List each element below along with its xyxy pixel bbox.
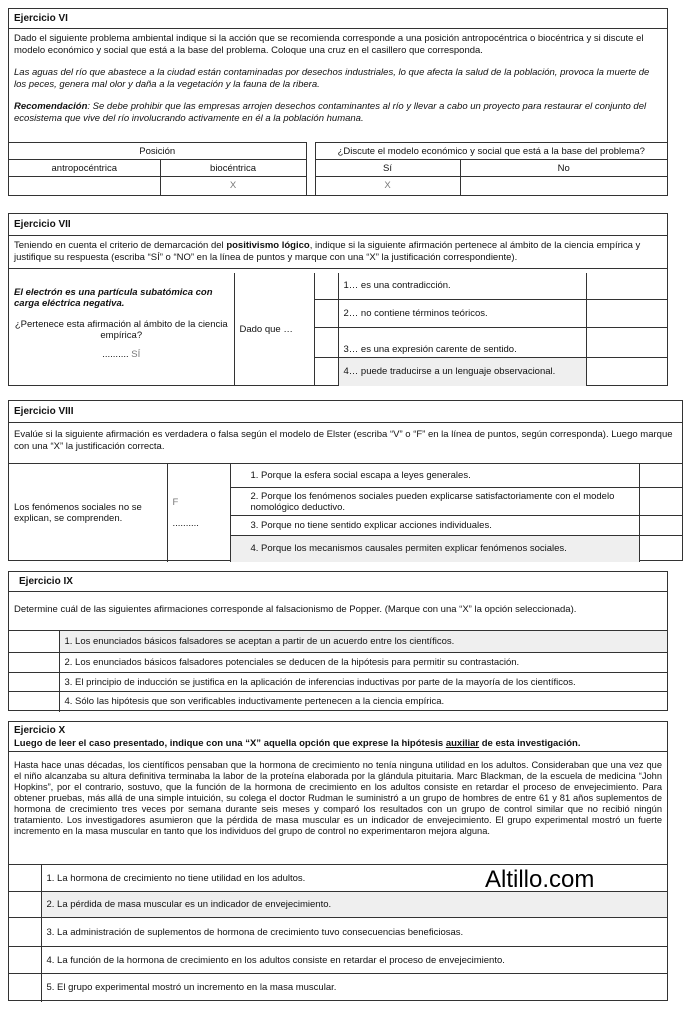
option-7-2-check[interactable] bbox=[314, 299, 338, 327]
option-7-3-check[interactable] bbox=[314, 327, 338, 357]
exercise-8-table bbox=[9, 463, 682, 560]
option-8-4: 4. Porque los mecanismos causales permiten explicar fenómenos sociales. bbox=[230, 536, 639, 562]
option-8-2-check[interactable] bbox=[639, 488, 682, 516]
option-10-3-check[interactable] bbox=[9, 918, 41, 947]
option-9-2: 2. Los enunciados básicos falsadores potenciales se deducen de la hipótesis para permitir su contrastación. bbox=[59, 653, 667, 673]
exercise-8-dots: .......... bbox=[172, 517, 199, 529]
option-8-1: 1. Porque la esfera social escapa a leyes generales. bbox=[230, 464, 639, 488]
option-10-2-check[interactable] bbox=[9, 892, 41, 918]
option-9-3: 3. El principio de inducción se justifica en la aplicación de inferencias inductivas por parte de la mayoría de los científicos. bbox=[59, 673, 667, 692]
option-8-3: 3. Porque no tiene sentido explicar acciones individuales. bbox=[230, 516, 639, 536]
option-10-4: 4. La función de la hormona de crecimiento en los adultos consiste en retardar el proceso de envejecimiento. bbox=[41, 947, 667, 974]
exercise-6-case: Las aguas del río que abastece a la ciudad están contaminadas por desechos industriales, lo que afecta la salud de la población, provoca la muerte de los peces, genera mal olor y daña a la vegetación y la fauna de la ribera. bbox=[14, 67, 650, 90]
exercise-8 bbox=[8, 400, 683, 561]
option-10-5: 5. El grupo experimental mostró un incremento en la masa muscular. bbox=[41, 974, 667, 1002]
option-9-2-check[interactable] bbox=[9, 653, 59, 673]
exercise-7-statement: El electrón es una partícula subatómica con carga eléctrica negativa. bbox=[14, 287, 213, 309]
option-10-4-check[interactable] bbox=[9, 947, 41, 974]
option-8-1-check[interactable] bbox=[639, 464, 682, 488]
option-8-3-check[interactable] bbox=[639, 516, 682, 536]
exercise-7-title: Ejercicio VII bbox=[9, 214, 667, 236]
option-8-4-check[interactable] bbox=[639, 536, 682, 562]
answer-biocentrica[interactable]: X bbox=[160, 177, 306, 195]
recommendation-text: : Se debe prohibir que las empresas arrojen desechos contaminantes al río y llevar a cabo un proyecto para restaurar el conjunto del ecosistema que vive del río involucrando activamente en él a la población humana. bbox=[14, 101, 647, 124]
exercise-7-instructions: Teniendo en cuenta el criterio de demarcación del positivismo lógico, indique si la siguiente afirmación pertenece al ámbito de la ciencia empírica y justifique su respuesta (escriba “SÍ” o “NO” en la línea de puntos y marque con una “X” la justificación correspondiente). bbox=[9, 236, 667, 269]
col-antropocentrica: antropocéntrica bbox=[9, 160, 160, 177]
exercise-6 bbox=[8, 8, 668, 196]
exercise-7-table bbox=[9, 273, 667, 385]
recommendation-label: Recomendación bbox=[14, 101, 88, 112]
option-7-4: 4… puede traducirse a un lenguaje observacional. bbox=[338, 357, 586, 386]
exercise-10 bbox=[8, 721, 668, 1001]
option-10-2: 2. La pérdida de masa muscular es un indicador de envejecimiento. bbox=[41, 892, 667, 918]
option-7-1: 1… es una contradicción. bbox=[338, 273, 586, 299]
option-9-4: 4. Sólo las hipótesis que son verificables inductivamente pertenecen a la ciencia empírica. bbox=[59, 692, 667, 712]
option-10-3: 3. La administración de suplementos de hormona de crecimiento tuvo consecuencias beneficiosas. bbox=[41, 918, 667, 947]
exercise-10-instructions: Luego de leer el caso presentado, indique con una “X” aquella opción que exprese la hipótesis auxiliar de esta investigación. bbox=[9, 736, 667, 752]
option-7-1-check[interactable] bbox=[314, 273, 338, 299]
header-discuss: ¿Discute el modelo económico y social que está a la base del problema? bbox=[315, 143, 667, 160]
exercise-6-title: Ejercicio VI bbox=[9, 9, 667, 29]
exercise-9-table bbox=[9, 630, 667, 710]
exercise-10-case: Hasta hace unas décadas, los científicos pensaban que la hormona de crecimiento no tenía ninguna utilidad en los adultos. Consideraban que una vez que el niño alcanzaba su altura definitiva terminaba la labor de la proteína elaborada por la glándula pituitaria. Marc Blackman, de la escuela de medicina “John Hopkins”, por el contrario, sostuvo, que la función de la hormona de crecimiento en los adultos consiste en retardar el proceso de envejecimiento. Para obtener pruebas, más allá de una simple intuición, su colega el doctor Rudman le suministró a un grupo de hombres de entre 61 y 81 años suplementos de hormona de crecimiento tres veces por semana durante seis meses y comparó los resultados con un grupo de control similar que no recibió ningún tratamiento. Los investigadores asumieron que la pérdida de masa muscular es un indicador de envejecimiento. El grupo experimental mostró un fuerte incremento en la masa muscular en tanto que los individuos del grupo de control no experimentaron mejora alguna. bbox=[14, 760, 662, 836]
exercise-9-instructions: Determine cuál de las siguientes afirmaciones corresponde al falsacionismo de Popper. (Marque con una “X” la opción seleccionada). bbox=[14, 604, 577, 615]
exercise-9-title: Ejercicio IX bbox=[9, 572, 667, 592]
exercise-7-dado-que: Dado que … bbox=[234, 273, 314, 386]
exercise-7-question: ¿Pertenece esta afirmación al ámbito de la ciencia empírica? bbox=[14, 319, 228, 341]
header-position: Posición bbox=[9, 143, 306, 160]
exercise-8-title: Ejercicio VIII bbox=[9, 401, 682, 423]
exercise-8-instructions: Evalúe si la siguiente afirmación es verdadera o falsa según el modelo de Elster (escriba “V” o “F” en la línea de puntos, según corresponda). Luego marque con una “X” la justificación correcta. bbox=[14, 429, 673, 452]
option-7-3: 3… es una expresión carente de sentido. bbox=[338, 327, 586, 357]
exercise-10-title: Ejercicio X bbox=[14, 725, 66, 736]
exercise-7 bbox=[8, 213, 668, 386]
exercise-7-answer[interactable]: .......... SÍ bbox=[102, 349, 141, 360]
col-si: Sí bbox=[315, 160, 460, 177]
watermark-logo: Altillo.com bbox=[485, 866, 595, 893]
option-10-5-check[interactable] bbox=[9, 974, 41, 1002]
answer-antropocentrica[interactable] bbox=[9, 177, 160, 195]
option-9-3-check[interactable] bbox=[9, 673, 59, 692]
option-8-2: 2. Porque los fenómenos sociales pueden explicarse satisfactoriamente con el modelo nomológico deductivo. bbox=[230, 488, 639, 516]
option-10-1-check[interactable] bbox=[9, 865, 41, 892]
exercise-8-statement: Los fenómenos sociales no se explican, se comprenden. bbox=[9, 464, 167, 562]
exercise-8-answer[interactable]: F bbox=[172, 496, 179, 508]
exercise-6-instructions: Dado el siguiente problema ambiental indique si la acción que se recomienda corresponde a una posición antropocéntrica o biocéntrica y si discute el modelo económico y social que está a la base del problema. Coloque una cruz en el casillero que corresponda. bbox=[14, 33, 644, 56]
answer-si[interactable]: X bbox=[315, 177, 460, 195]
col-biocentrica: biocéntrica bbox=[160, 160, 306, 177]
exercise-6-recommendation bbox=[9, 99, 667, 127]
option-9-4-check[interactable] bbox=[9, 692, 59, 712]
option-9-1-check[interactable] bbox=[9, 631, 59, 653]
option-10-1: 1. La hormona de crecimiento no tiene utilidad en los adultos. bbox=[41, 865, 667, 892]
exercise-9 bbox=[8, 571, 668, 711]
answer-no[interactable] bbox=[460, 177, 667, 195]
col-no: No bbox=[460, 160, 667, 177]
option-7-4-check[interactable] bbox=[314, 357, 338, 386]
option-9-1: 1. Los enunciados básicos falsadores se aceptan a partir de un acuerdo entre los científicos. bbox=[59, 631, 667, 653]
option-7-2: 2… no contiene términos teóricos. bbox=[338, 299, 586, 327]
exercise-6-table bbox=[9, 142, 667, 195]
